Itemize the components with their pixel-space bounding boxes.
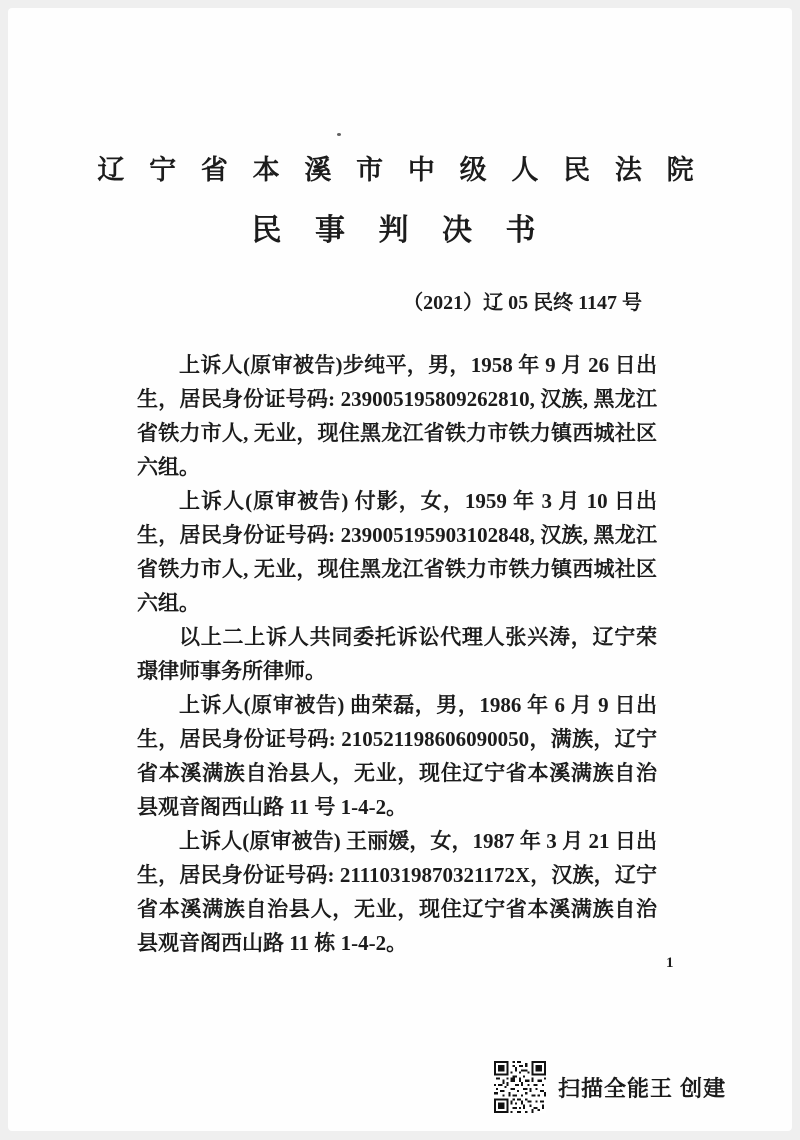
qr-code-icon [494,1061,546,1113]
scanner-watermark [494,1061,726,1113]
case-number: （2021）辽 05 民终 1147 号 [403,292,642,314]
paragraph-appellant-1: 上诉人(原审被告)步纯平，男，1958 年 9 月 26 日出生，居民身份证号码: 239005195809262810, 汉族, 黑龙江省铁力市人, 无业，现住黑龙江省铁力市铁力镇西城社区六组。 [137,353,657,479]
court-name-heading: 辽 宁 省 本 溪 市 中 级 人 民 法 院 [97,155,703,185]
page-number: 1 [666,955,674,971]
paragraph-appellant-4: 上诉人(原审被告) 王丽媛，女，1987 年 3 月 21 日出生，居民身份证号码: 21110319870321172X，汉族，辽宁省本溪满族自治县人，无业，现住辽宁省本溪满族自治县观音阁西山路 11 栋 1-4-2。 [137,829,657,955]
scanner-watermark-label: 扫描全能王 创建 [558,1075,727,1101]
document-title: 民 事 判 决 书 [251,214,549,247]
paragraph-appellant-3: 上诉人(原审被告) 曲荣磊，男，1986 年 6 月 9 日出生，居民身份证号码: 210521198606090050，满族，辽宁省本溪满族自治县人，无业，现住辽宁省本溪满族自治县观音阁西山路 11 号 1-4-2。 [137,693,657,819]
scanned-document-page [8,8,792,1131]
paragraph-appellant-2: 上诉人(原审被告) 付影，女，1959 年 3 月 10 日出生，居民身份证号码: 239005195903102848, 汉族, 黑龙江省铁力市人, 无业，现住黑龙江省铁力市铁力镇西城社区六组。 [137,489,657,615]
scan-speck-artifact [337,133,341,136]
paragraph-attorney: 以上二上诉人共同委托诉讼代理人张兴涛，辽宁荣璟律师事务所律师。 [137,625,657,683]
document-body [137,348,657,960]
